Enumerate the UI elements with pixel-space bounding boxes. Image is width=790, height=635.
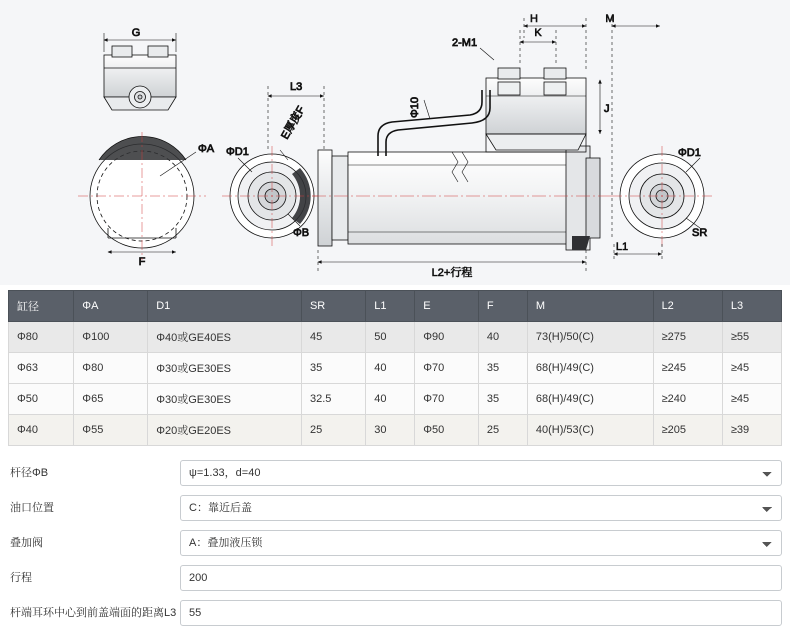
svg-text:K: K	[534, 27, 542, 39]
col-header-3: SR	[301, 291, 365, 322]
form-row-l3-distance	[8, 600, 782, 626]
svg-text:M: M	[605, 13, 615, 25]
cell: 45	[301, 322, 365, 353]
input-stroke[interactable]	[180, 565, 782, 591]
col-header-8: L2	[653, 291, 722, 322]
cell: 35	[478, 384, 527, 415]
form-row-stack-valve	[8, 530, 782, 556]
cell: 50	[366, 322, 415, 353]
label-l3-distance: 杆端耳环中心到前盖端面的距离L3	[10, 607, 177, 619]
col-header-9: L3	[722, 291, 781, 322]
input-l3-distance[interactable]	[180, 600, 782, 626]
table-header-row	[9, 291, 782, 322]
cell: Φ80	[74, 353, 148, 384]
cell: Φ30或GE30ES	[148, 384, 302, 415]
cell: ≥39	[722, 415, 781, 446]
spec-table	[8, 290, 782, 446]
cell: Φ50	[9, 384, 74, 415]
cell: 35	[478, 353, 527, 384]
cell: Φ20或GE20ES	[148, 415, 302, 446]
cell: Φ50	[415, 415, 479, 446]
table-row[interactable]	[9, 322, 782, 353]
svg-text:F: F	[138, 256, 146, 268]
cell: 40	[478, 322, 527, 353]
cell: Φ30或GE30ES	[148, 353, 302, 384]
technical-drawing	[0, 0, 790, 285]
cell: ≥205	[653, 415, 722, 446]
table-row[interactable]	[9, 353, 782, 384]
svg-text:L3: L3	[290, 81, 303, 93]
svg-text:ΦD1: ΦD1	[226, 146, 249, 158]
select-port-position[interactable]	[180, 495, 782, 521]
cell: Φ100	[74, 322, 148, 353]
form-row-port-position	[8, 495, 782, 521]
config-form	[8, 460, 782, 635]
label-stroke: 行程	[10, 572, 32, 584]
cell: 32.5	[301, 384, 365, 415]
col-header-5: E	[415, 291, 479, 322]
col-header-1: ΦA	[74, 291, 148, 322]
table-row[interactable]	[9, 415, 782, 446]
cell: Φ70	[415, 353, 479, 384]
svg-text:L2+行程: L2+行程	[431, 267, 473, 279]
label-rod-diameter: 杆径ΦB	[10, 467, 49, 479]
cell: 30	[366, 415, 415, 446]
cell: 73(H)/50(C)	[527, 322, 653, 353]
svg-text:L1: L1	[615, 241, 629, 253]
svg-text:ΦA: ΦA	[198, 143, 215, 155]
cell: 68(H)/49(C)	[527, 384, 653, 415]
cell: 68(H)/49(C)	[527, 353, 653, 384]
col-header-2: D1	[148, 291, 302, 322]
label-port-position: 油口位置	[10, 502, 54, 514]
cell: Φ63	[9, 353, 74, 384]
cell: Φ40	[9, 415, 74, 446]
cell: Φ55	[74, 415, 148, 446]
cell: ≥55	[722, 322, 781, 353]
cell: 40(H)/53(C)	[527, 415, 653, 446]
cell: 35	[301, 353, 365, 384]
svg-text:G: G	[131, 27, 141, 39]
cell: 40	[366, 353, 415, 384]
svg-text:ΦB: ΦB	[293, 227, 310, 239]
svg-text:ΦD1: ΦD1	[678, 147, 701, 159]
cell: Φ40或GE40ES	[148, 322, 302, 353]
select-rod-diameter[interactable]	[180, 460, 782, 486]
svg-text:Φ10: Φ10	[409, 96, 421, 118]
cell: 25	[478, 415, 527, 446]
cell: ≥275	[653, 322, 722, 353]
cell: ≥45	[722, 353, 781, 384]
col-header-0: 缸径	[9, 291, 74, 322]
svg-text:H: H	[530, 13, 538, 25]
cell: 40	[366, 384, 415, 415]
form-row-stroke	[8, 565, 782, 591]
cell: ≥45	[722, 384, 781, 415]
select-stack-valve[interactable]	[180, 530, 782, 556]
svg-text:SR: SR	[692, 227, 708, 239]
cell: Φ70	[415, 384, 479, 415]
label-stack-valve: 叠加阀	[10, 537, 43, 549]
cell: 25	[301, 415, 365, 446]
cell: ≥240	[653, 384, 722, 415]
cell: ≥245	[653, 353, 722, 384]
col-header-4: L1	[366, 291, 415, 322]
col-header-7: M	[527, 291, 653, 322]
cell: Φ65	[74, 384, 148, 415]
form-row-rod-diameter	[8, 460, 782, 486]
svg-text:E厚度F: E厚度F	[279, 104, 308, 142]
svg-text:2-M1: 2-M1	[452, 37, 478, 49]
cell: Φ80	[9, 322, 74, 353]
cell: Φ90	[415, 322, 479, 353]
svg-text:J: J	[604, 103, 610, 115]
col-header-6: F	[478, 291, 527, 322]
table-row[interactable]	[9, 384, 782, 415]
